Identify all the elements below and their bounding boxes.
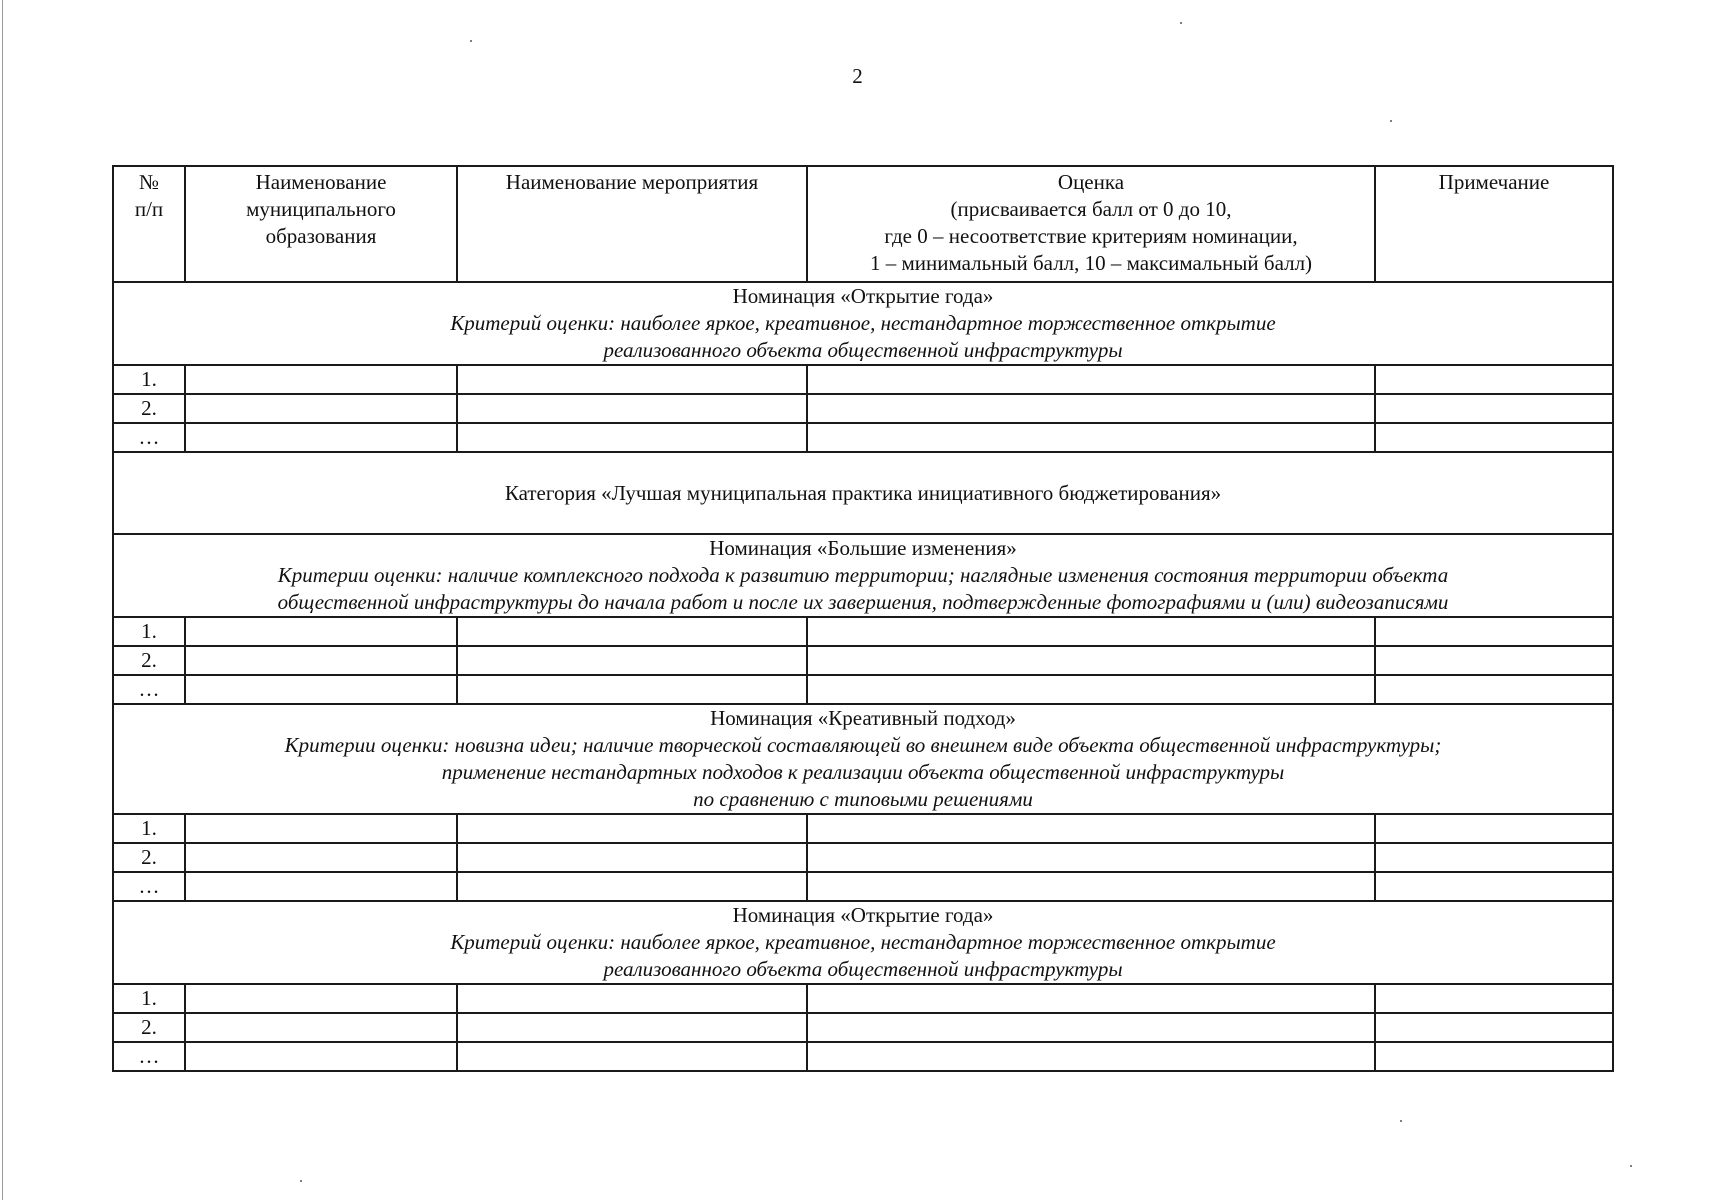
note-cell[interactable]	[1375, 365, 1613, 394]
row-number: …	[113, 675, 185, 704]
score-cell[interactable]	[807, 675, 1375, 704]
score-cell[interactable]	[807, 1042, 1375, 1071]
header-event	[457, 166, 807, 282]
event-cell[interactable]	[457, 423, 807, 452]
nomination-cell	[113, 534, 1613, 617]
nomination-title: Номинация «Креативный подход»	[710, 706, 1016, 730]
nomination-row	[113, 282, 1613, 365]
scan-edge-line	[2, 0, 3, 1200]
score-cell[interactable]	[807, 984, 1375, 1013]
municipality-cell[interactable]	[185, 423, 457, 452]
criteria-text: Критерии оценки: наличие комплексного подхода к развитию территории; наглядные изменения состояния территории объекта	[277, 563, 1449, 587]
nomination-cell	[113, 901, 1613, 984]
event-cell[interactable]	[457, 675, 807, 704]
table-row	[113, 394, 1613, 423]
event-cell[interactable]	[457, 872, 807, 901]
score-cell[interactable]	[807, 394, 1375, 423]
row-number: 1.	[113, 365, 185, 394]
row-number: 1.	[113, 814, 185, 843]
header-note-line: Примечание	[1438, 170, 1550, 194]
score-cell[interactable]	[807, 872, 1375, 901]
event-cell[interactable]	[457, 1013, 807, 1042]
table-row	[113, 872, 1613, 901]
row-number: 2.	[113, 394, 185, 423]
table-row	[113, 365, 1613, 394]
municipality-cell[interactable]	[185, 646, 457, 675]
municipality-cell[interactable]	[185, 872, 457, 901]
table-header-row	[113, 166, 1613, 282]
row-number: 1.	[113, 984, 185, 1013]
score-cell[interactable]	[807, 617, 1375, 646]
category-row	[113, 452, 1613, 534]
header-score	[807, 166, 1375, 282]
scan-speck	[1630, 1165, 1632, 1167]
header-municipality	[185, 166, 457, 282]
event-cell[interactable]	[457, 617, 807, 646]
score-cell[interactable]	[807, 814, 1375, 843]
note-cell[interactable]	[1375, 872, 1613, 901]
evaluation-table	[112, 165, 1614, 1072]
table-row	[113, 1013, 1613, 1042]
event-cell[interactable]	[457, 1042, 807, 1071]
table-row	[113, 423, 1613, 452]
note-cell[interactable]	[1375, 814, 1613, 843]
municipality-cell[interactable]	[185, 984, 457, 1013]
header-score-line: где 0 – несоответствие критериям номинации,	[884, 224, 1298, 248]
scan-speck	[1390, 120, 1392, 122]
note-cell[interactable]	[1375, 1042, 1613, 1071]
scan-speck	[1180, 22, 1182, 24]
row-number: …	[113, 1042, 185, 1071]
header-note	[1375, 166, 1613, 282]
municipality-cell[interactable]	[185, 843, 457, 872]
nomination-title: Номинация «Открытие года»	[732, 284, 994, 308]
score-cell[interactable]	[807, 646, 1375, 675]
municipality-cell[interactable]	[185, 394, 457, 423]
row-number: …	[113, 872, 185, 901]
header-municipality-line: Наименование	[255, 170, 387, 194]
event-cell[interactable]	[457, 843, 807, 872]
criteria-text: по сравнению с типовыми решениями	[693, 787, 1033, 811]
nomination-title: Номинация «Большие изменения»	[709, 536, 1017, 560]
table-row	[113, 617, 1613, 646]
header-event-line: Наименование мероприятия	[505, 170, 759, 194]
municipality-cell[interactable]	[185, 1013, 457, 1042]
criteria-text: Критерий оценки: наиболее яркое, креативное, нестандартное торжественное открытие	[450, 930, 1276, 954]
score-cell[interactable]	[807, 365, 1375, 394]
row-number: …	[113, 423, 185, 452]
criteria-text: реализованного объекта общественной инфраструктуры	[603, 957, 1123, 981]
nomination-cell	[113, 282, 1613, 365]
event-cell[interactable]	[457, 365, 807, 394]
note-cell[interactable]	[1375, 394, 1613, 423]
criteria-text: общественной инфраструктуры до начала работ и после их завершения, подтвержденные фотографиями и (или) видеозаписями	[277, 590, 1449, 614]
event-cell[interactable]	[457, 394, 807, 423]
note-cell[interactable]	[1375, 646, 1613, 675]
nomination-cell	[113, 704, 1613, 814]
header-score-line: Оценка	[1057, 170, 1125, 194]
criteria-text: реализованного объекта общественной инфраструктуры	[603, 338, 1123, 362]
row-number: 2.	[113, 1013, 185, 1042]
nomination-row	[113, 704, 1613, 814]
criteria-text: Критерий оценки: наиболее яркое, креативное, нестандартное торжественное открытие	[450, 311, 1276, 335]
header-municipality-line: муниципального	[246, 197, 396, 221]
note-cell[interactable]	[1375, 984, 1613, 1013]
category-cell: Категория «Лучшая муниципальная практика инициативного бюджетирования»	[113, 452, 1613, 534]
table-row	[113, 646, 1613, 675]
row-number: 2.	[113, 843, 185, 872]
row-number: 1.	[113, 617, 185, 646]
row-number: 2.	[113, 646, 185, 675]
table-row	[113, 675, 1613, 704]
note-cell[interactable]	[1375, 617, 1613, 646]
criteria-text: Критерии оценки: новизна идеи; наличие творческой составляющей во внешнем виде объекта общественной инфраструктуры;	[284, 733, 1442, 757]
note-cell[interactable]	[1375, 423, 1613, 452]
note-cell[interactable]	[1375, 1013, 1613, 1042]
score-cell[interactable]	[807, 423, 1375, 452]
municipality-cell[interactable]	[185, 675, 457, 704]
page-number: 2	[852, 64, 863, 88]
nomination-title: Номинация «Открытие года»	[732, 903, 994, 927]
criteria-text: применение нестандартных подходов к реализации объекта общественной инфраструктуры	[441, 760, 1285, 784]
header-municipality-line: образования	[265, 224, 377, 248]
score-cell[interactable]	[807, 843, 1375, 872]
table-row	[113, 984, 1613, 1013]
municipality-cell[interactable]	[185, 814, 457, 843]
municipality-cell[interactable]	[185, 1042, 457, 1071]
note-cell[interactable]	[1375, 843, 1613, 872]
scan-speck	[1400, 1120, 1402, 1122]
header-score-line: (присваивается балл от 0 до 10,	[950, 197, 1232, 221]
event-cell[interactable]	[457, 814, 807, 843]
nomination-row	[113, 534, 1613, 617]
table-row	[113, 843, 1613, 872]
scan-speck	[300, 1180, 302, 1182]
event-cell[interactable]	[457, 984, 807, 1013]
nomination-row	[113, 901, 1613, 984]
header-score-line: 1 – минимальный балл, 10 – максимальный балл)	[869, 251, 1313, 275]
table-row	[113, 814, 1613, 843]
municipality-cell[interactable]	[185, 617, 457, 646]
score-cell[interactable]	[807, 1013, 1375, 1042]
event-cell[interactable]	[457, 646, 807, 675]
municipality-cell[interactable]	[185, 365, 457, 394]
header-num-line: п/п	[134, 197, 164, 221]
note-cell[interactable]	[1375, 675, 1613, 704]
table-row	[113, 1042, 1613, 1071]
header-num	[113, 166, 185, 282]
header-num-line: №	[138, 170, 160, 194]
scan-speck	[470, 40, 472, 42]
